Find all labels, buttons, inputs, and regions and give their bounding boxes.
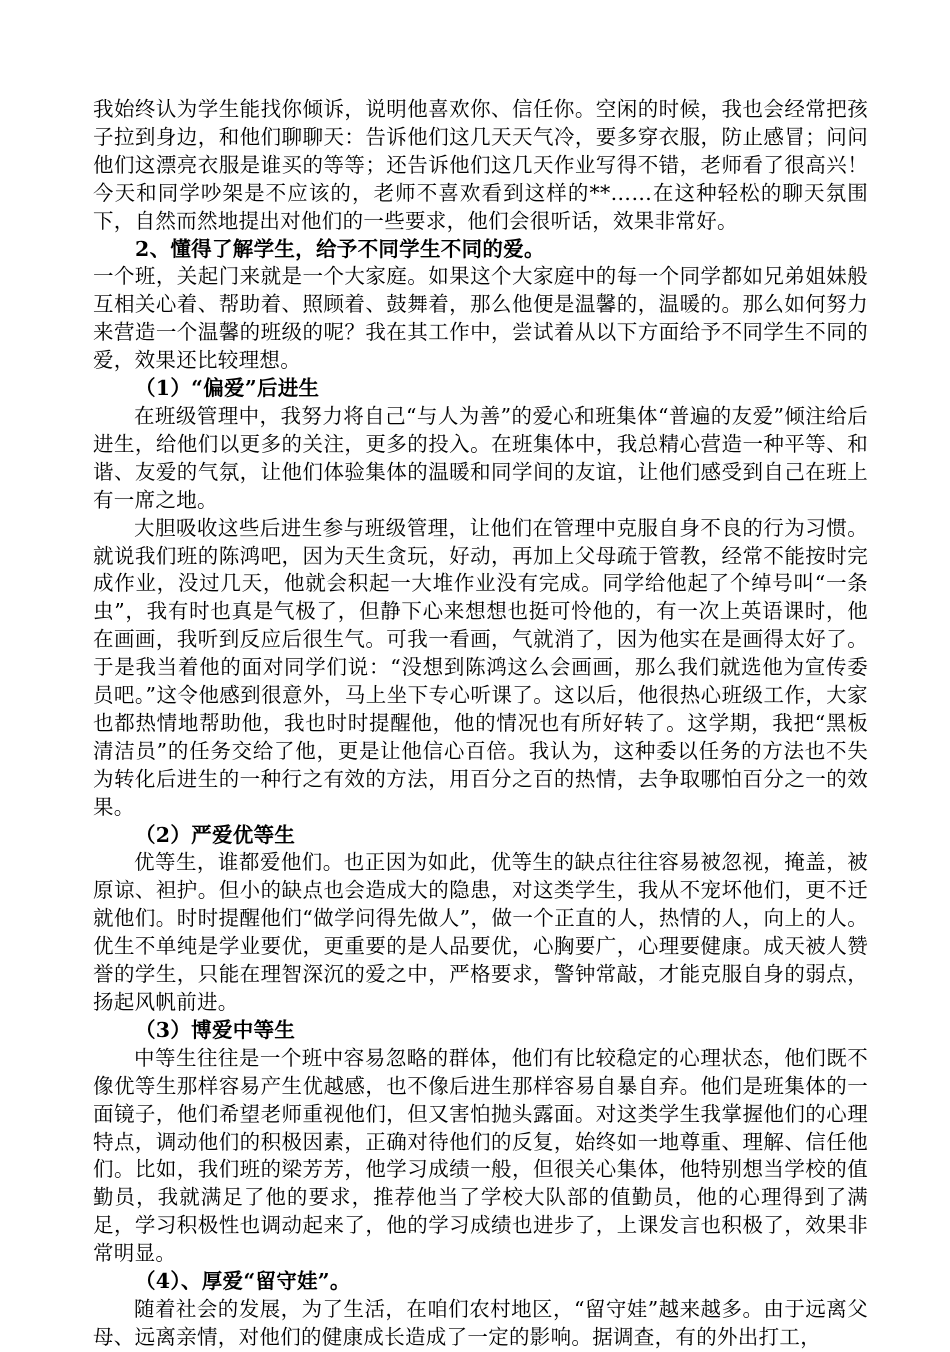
subheading-4: （4）、厚爱“留守娃”。 [135,1269,351,1294]
subheading-1: （1）“偏爱”后进生 [135,376,320,401]
paragraph-underachievers-1: 在班级管理中，我努力将自己“与人为善”的爱心和班集体“普遍的友爱”倾注给后进生，给他们以更多的关注，更多的投入。在班集体中，我总精心营造一种平等、和谐、友爱的气氛，让他们体验集体的温暖和同学间的友谊，让他们感受到自己在班上有一席之地。 [93,403,868,512]
section-heading-2: 2、懂得了解学生，给予不同学生不同的爱。 [135,236,545,261]
paragraph-middle-students: 中等生往往是一个班中容易忽略的群体，他们有比较稳定的心理状态，他们既不像优等生那样容易产生优越感，也不像后进生那样容易自暴自弃。他们是班集体的一面镜子，他们希望老师重视他们，但又害怕抛头露面。对这类学生我掌握他们的心理特点，调动他们的积极因素，正确对待他们的反复，始终如一地尊重、理解、信任他们。比如，我们班的梁芳芳，他学习成绩一般，但很关心集体，他特别想当学校的值勤员，我就满足了他的要求，推荐他当了学校大队部的值勤员，他的心理得到了满足，学习积极性也调动起来了，他的学习成绩也进步了，上课发言也积极了，效果非常明显。 [93,1045,868,1266]
paragraph-class-family: 一个班，关起门来就是一个大家庭。如果这个大家庭中的每一个同学都如兄弟姐妹般互相关心着、帮助着、照顾着、鼓舞着，那么他便是温馨的，温暖的。那么如何努力来营造一个温馨的班级的呢？我在其工作中，尝试着从以下方面给予不同学生不同的爱，效果还比较理想。 [93,264,868,373]
document-body [93,96,868,1352]
subheading-3: （3）博爱中等生 [135,1017,296,1042]
paragraph-underachievers-2: 大胆吸收这些后进生参与班级管理，让他们在管理中克服自身不良的行为习惯。就说我们班的陈鸿吧，因为天生贪玩，好动，再加上父母疏于管教，经常不能按时完成作业，没过几天，他就会积起一大堆作业没有完成。同学给他起了个绰号叫“一条虫”，我有时也真是气极了，但静下心来想想也挺可怜他的，有一次上英语课时，他在画画，我听到反应后很生气。可我一看画，气就消了，因为他实在是画得太好了。于是我当着他的面对同学们说：“没想到陈鸿这么会画画，那么我们就选他为宣传委员吧。”这令他感到很意外，马上坐下专心听课了。这以后，他很热心班级工作，大家也都热情地帮助他，我也时时提醒他，他的情况也有所好转了。这学期，我把“黑板清洁员”的任务交给了他，更是让他信心百倍。我认为，这种委以任务的方法也不失为转化后进生的一种行之有效的方法，用百分之百的热情，去争取哪怕百分之一的效果。 [93,515,868,819]
paragraph-top-students: 优等生，谁都爱他们。也正因为如此，优等生的缺点往往容易被忽视，掩盖，被原谅、袒护。但小的缺点也会造成大的隐患，对这类学生，我从不宠坏他们，更不迁就他们。时时提醒他们“做学问得先做人”，做一个正直的人，热情的人，向上的人。优生不单纯是学业要优，更重要的是人品要优，心胸要广，心理要健康。成天被人赞誉的学生，只能在理智深沉的爱之中，严格要求，警钟常敲，才能克服自身的弱点，扬起风帆前进。 [93,850,868,1014]
subheading-2: （2）严爱优等生 [135,822,296,847]
paragraph-left-behind: 随着社会的发展，为了生活，在咱们农村地区，“留守娃”越来越多。由于远离父母、远离亲情，对他们的健康成长造成了一定的影响。据调查，有的外出打工， [93,1296,868,1349]
paragraph-confide: 我始终认为学生能找你倾诉，说明他喜欢你、信任你。空闲的时候，我也会经常把孩子拉到身边，和他们聊聊天：告诉他们这几天天气冷，要多穿衣服，防止感冒；问问他们这漂亮衣服是谁买的等等；还告诉他们这几天作业写得不错，老师看了很高兴！今天和同学吵架是不应该的，老师不喜欢看到这样的**……在这种轻松的聊天氛围下，自然而然地提出对他们的一些要求，他们会很听话，效果非常好。 [93,97,868,233]
